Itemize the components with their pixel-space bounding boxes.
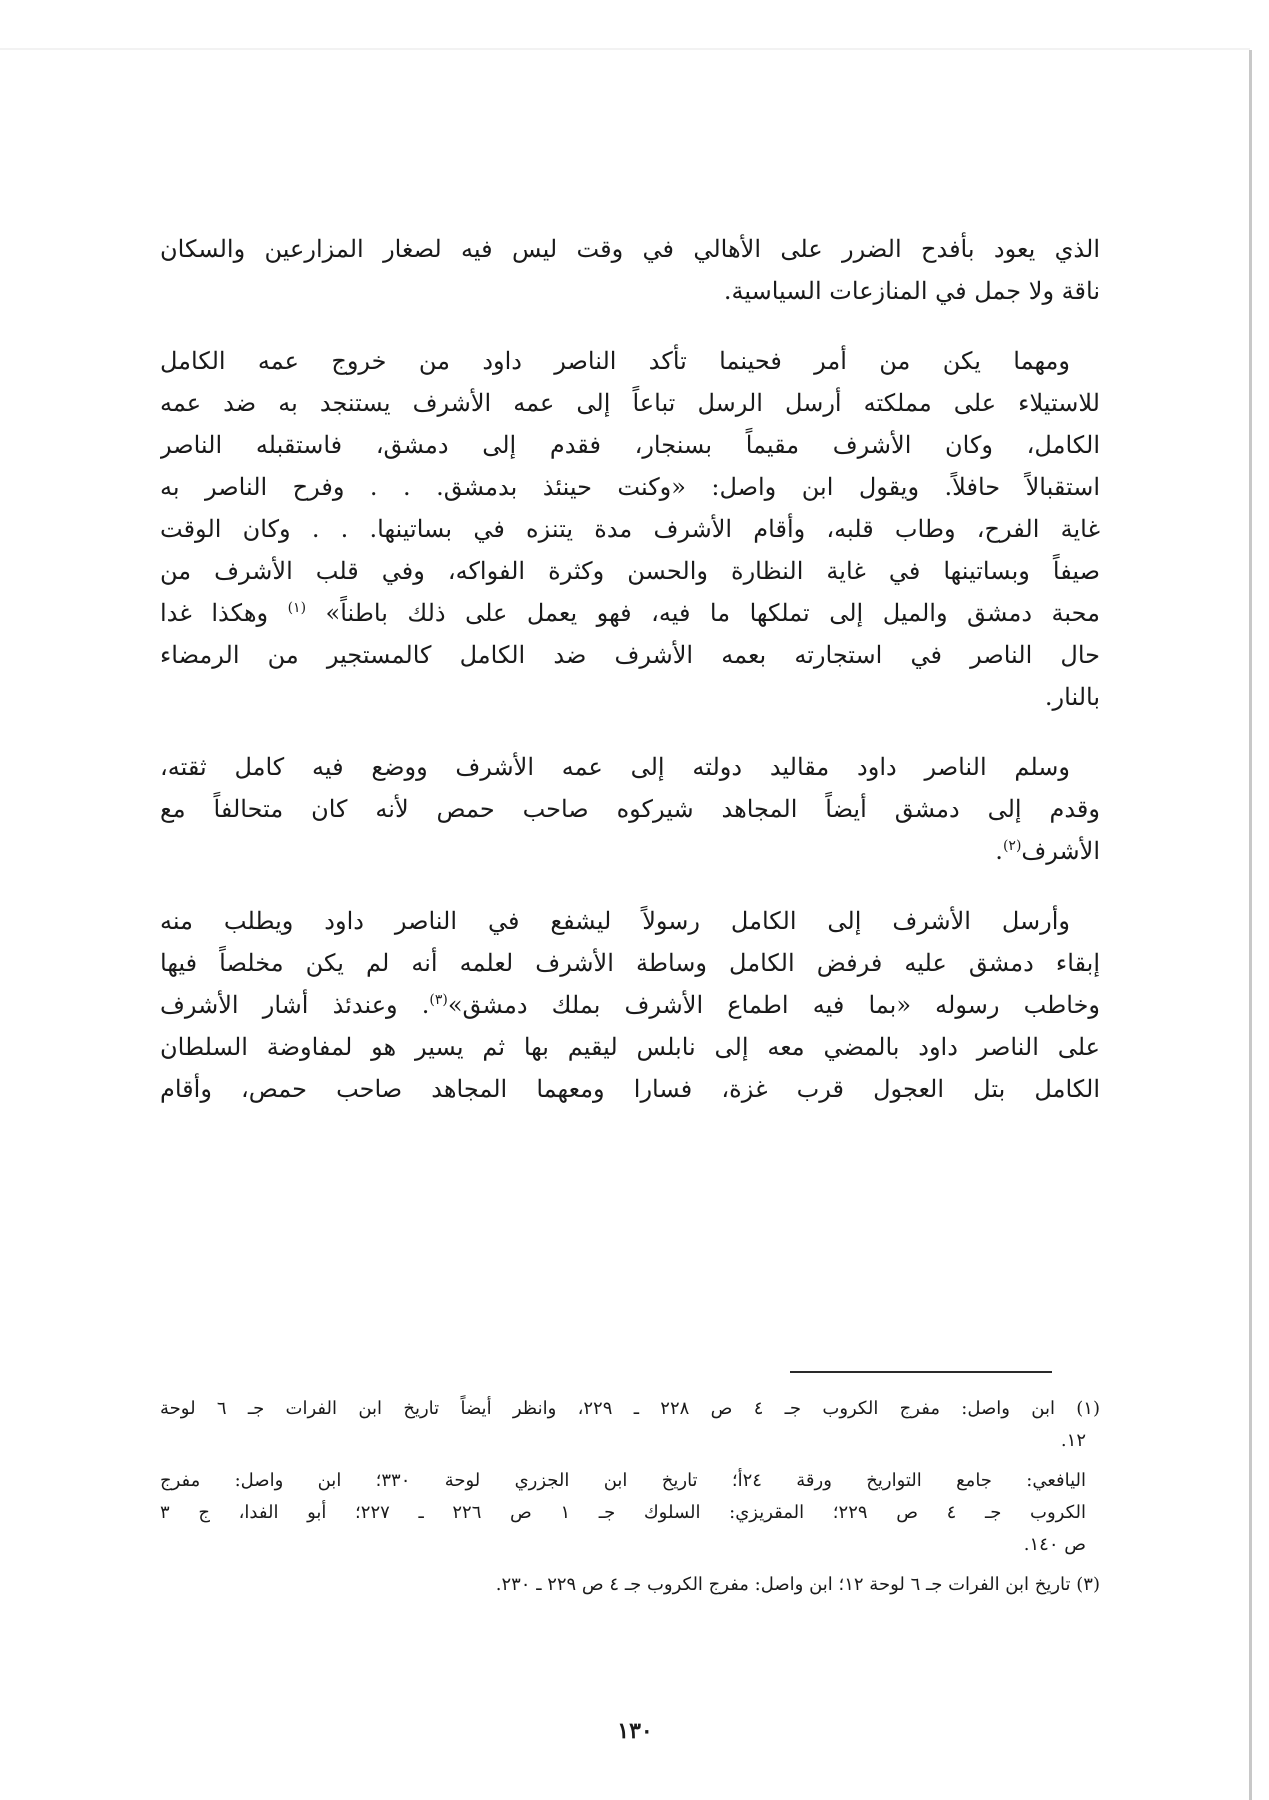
text-segment: وخاطب رسوله «بما فيه اطماع الأشرف بملك دمشق» [447,991,1100,1019]
text-line: صيفاً وبساتينها في غاية النظارة والحسن وكثرة الفواكه، وفي قلب الأشرف من [160,557,1100,585]
text-line: على الناصر داود بالمضي معه إلى نابلس ليقيم بها ثم يسير هو لمفاوضة السلطان [160,1033,1100,1061]
text-line-with-note [160,984,1100,1026]
text-line: للاستيلاء على مملكته أرسل الرسل تباعاً إلى عمه الأشرف يستنجد به ضد عمه [160,389,1100,417]
text-segment: محبة دمشق والميل إلى تملكها ما فيه، فهو يعمل على ذلك باطناً» [325,599,1100,627]
text-segment: وهكذا غدا [160,599,269,627]
text-line: الكامل، وكان الأشرف مقيماً بسنجار، فقدم إلى دمشق، فاستقبله الناصر [160,431,1100,459]
text-line: الكامل بتل العجول قرب غزة، فسارا ومعهما المجاهد صاحب حمص، وأقام [160,1075,1100,1103]
text-line: غاية الفرح، وطاب قلبه، وأقام الأشرف مدة يتنزه في بساتينها. . . وكان الوقت [160,515,1100,543]
footnote-3 [160,1569,1100,1601]
text-line: ومهما يكن من أمر فحينما تأكد الناصر داود من خروج عمه الكامل [160,347,1070,375]
text-line: وأرسل الأشرف إلى الكامل رسولاً ليشفع في الناصر داود ويطلب منه [160,907,1070,935]
footnotes [160,1393,1100,1601]
paragraph-2 [160,340,1100,718]
text-line: وقدم إلى دمشق أيضاً المجاهد شيركوه صاحب حمص لأنه كان متحالفاً مع [160,795,1100,823]
footnote-line: (٣) تاريخ ابن الفرات جـ ٦ لوحة ١٢؛ ابن واصل: مفرج الكروب جـ ٤ ص ٢٢٩ ـ ٢٣٠. [495,1574,1100,1595]
text-segment: . وعندئذ أشار الأشرف [160,991,430,1019]
text-line: حال الناصر في استجارته بعمه الأشرف ضد الكامل كالمستجير من الرمضاء [160,641,1100,669]
footnote-1 [160,1393,1100,1457]
text-line: ناقة ولا جمل في المنازعات السياسية. [723,277,1100,305]
page-top-shade [0,48,1250,50]
footnote-separator [790,1371,1052,1373]
footnote-line: الكروب جـ ٤ ص ٢٢٩؛ المقريزي: السلوك جـ ١ ص ٢٢٦ ـ ٢٢٧؛ أبو الفدا، ج ٣ [160,1502,1086,1523]
body-text [160,228,1100,1110]
footnote-line: اليافعي: جامع التواريخ ورقة ٢٤أ؛ تاريخ ابن الجزري لوحة ٣٣٠؛ ابن واصل: مفرج [160,1470,1087,1491]
text-line-with-note [160,830,1100,872]
footnote-line: ١٢. [1060,1430,1086,1451]
footnote-line: (١) ابن واصل: مفرج الكروب جـ ٤ ص ٢٢٨ ـ ٢٢٩، وانظر أيضاً تاريخ ابن الفرات جـ ٦ لوحة [160,1398,1100,1419]
text-line: الذي يعود بأفدح الضرر على الأهالي في وقت ليس فيه لصغار المزارعين والسكان [160,235,1100,263]
text-line: وسلم الناصر داود مقاليد دولته إلى عمه الأشرف ووضع فيه كامل ثقته، [160,753,1070,781]
text-segment: . [995,837,1003,865]
paragraph-1 [160,228,1100,312]
paragraph-3 [160,746,1100,872]
footnote-line: ص ١٤٠. [1023,1534,1086,1555]
footnote-ref-2[interactable]: (٢) [1002,838,1022,854]
text-line: بالنار. [1044,683,1100,711]
page-number: ١٣٠ [617,1718,653,1744]
text-segment: الأشرف [1021,837,1100,865]
paragraph-4 [160,900,1100,1110]
text-line: استقبالاً حافلاً. ويقول ابن واصل: «وكنت حينئذ بدمشق. . . وفرح الناصر به [160,473,1100,501]
footnote-2 [160,1465,1100,1561]
footnote-ref-3[interactable]: (٣) [429,992,448,1008]
footnote-ref-1[interactable]: (١) [287,600,307,616]
text-line: إبقاء دمشق عليه فرفض الكامل وساطة الأشرف لعلمه أنه لم يكن مخلصاً فيها [160,949,1100,977]
page-edge [1249,50,1252,1800]
text-line-with-note [160,592,1100,634]
